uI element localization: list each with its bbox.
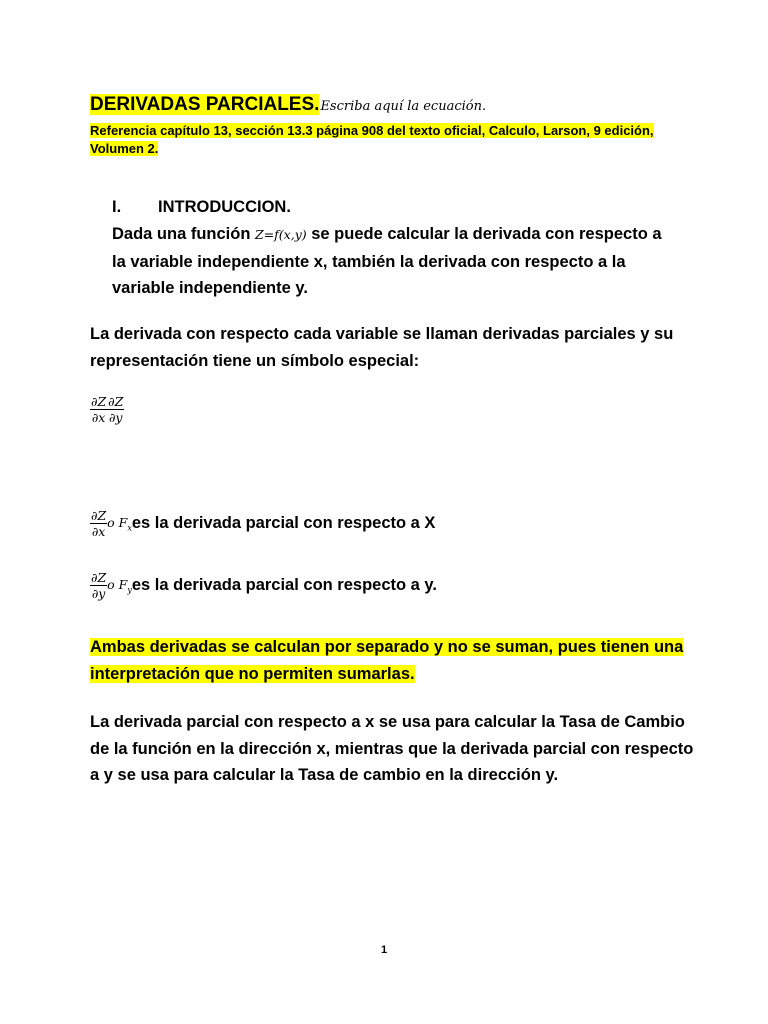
fx-subscript: x — [127, 523, 132, 533]
fx-notation — [107, 514, 132, 533]
dz-dx-fraction — [90, 394, 107, 425]
page-number: 1 — [380, 944, 388, 956]
document-title: DERIVADAS PARCIALES. — [90, 94, 320, 115]
fraction-numerator: ∂Z — [91, 570, 107, 585]
dz-dy-fraction — [107, 394, 124, 425]
fy-notation — [107, 576, 132, 595]
partials-paragraph: La derivada con respecto cada variable se llaman derivadas parciales y su representación tiene un símbolo especial: — [90, 325, 674, 370]
highlight-note — [90, 634, 700, 687]
fy-subscript: y — [127, 585, 132, 595]
fraction-denominator: ∂y — [91, 586, 106, 601]
fraction-numerator: ∂Z — [108, 394, 124, 409]
intro-text-start: Dada una función — [112, 225, 256, 243]
title-line — [90, 94, 486, 116]
partial-y-definition — [90, 570, 437, 601]
fraction-denominator: ∂x — [91, 410, 106, 425]
partial-symbols — [90, 394, 124, 425]
function-formula: Z=f(x,y) — [255, 227, 307, 242]
partial-x-text: es la derivada parcial con respecto a X — [131, 513, 436, 532]
fraction-denominator: ∂y — [108, 410, 123, 425]
dz-dy-fraction — [90, 570, 107, 601]
intro-paragraph — [112, 221, 672, 302]
fx-label: o F — [107, 514, 128, 530]
equation-placeholder[interactable]: Escriba aquí la ecuación. — [320, 99, 487, 114]
fraction-numerator: ∂Z — [91, 394, 107, 409]
reference-note — [90, 122, 680, 158]
intro-text-end: se puede calcular la derivada con respecto a la variable independiente x, también la derivada con respecto a la variable independiente y. — [112, 225, 662, 297]
fy-label: o F — [107, 576, 128, 592]
section-title: INTRODUCCION. — [158, 198, 291, 216]
fraction-numerator: ∂Z — [91, 508, 107, 523]
reference-text: Referencia capítulo 13, sección 13.3 página 908 del texto oficial, Calculo, Larson, 9 edición, Volumen 2. — [90, 123, 654, 156]
highlight-note-text: Ambas derivadas se calculan por separado y no se suman, pues tienen una interpretación que no permiten sumarlas. — [90, 638, 684, 683]
partial-x-definition — [90, 508, 435, 539]
dz-dx-fraction — [90, 508, 107, 539]
partial-y-text: es la derivada parcial con respecto a y. — [131, 575, 437, 594]
rate-of-change-paragraph: La derivada parcial con respecto a x se usa para calcular la Tasa de Cambio de la función en la dirección x, mientras que la derivada parcial con respecto a y se usa para calcular la Tasa de cambio en la dirección y. — [90, 713, 694, 784]
section-number: I. — [112, 198, 122, 216]
fraction-denominator: ∂x — [91, 524, 106, 539]
